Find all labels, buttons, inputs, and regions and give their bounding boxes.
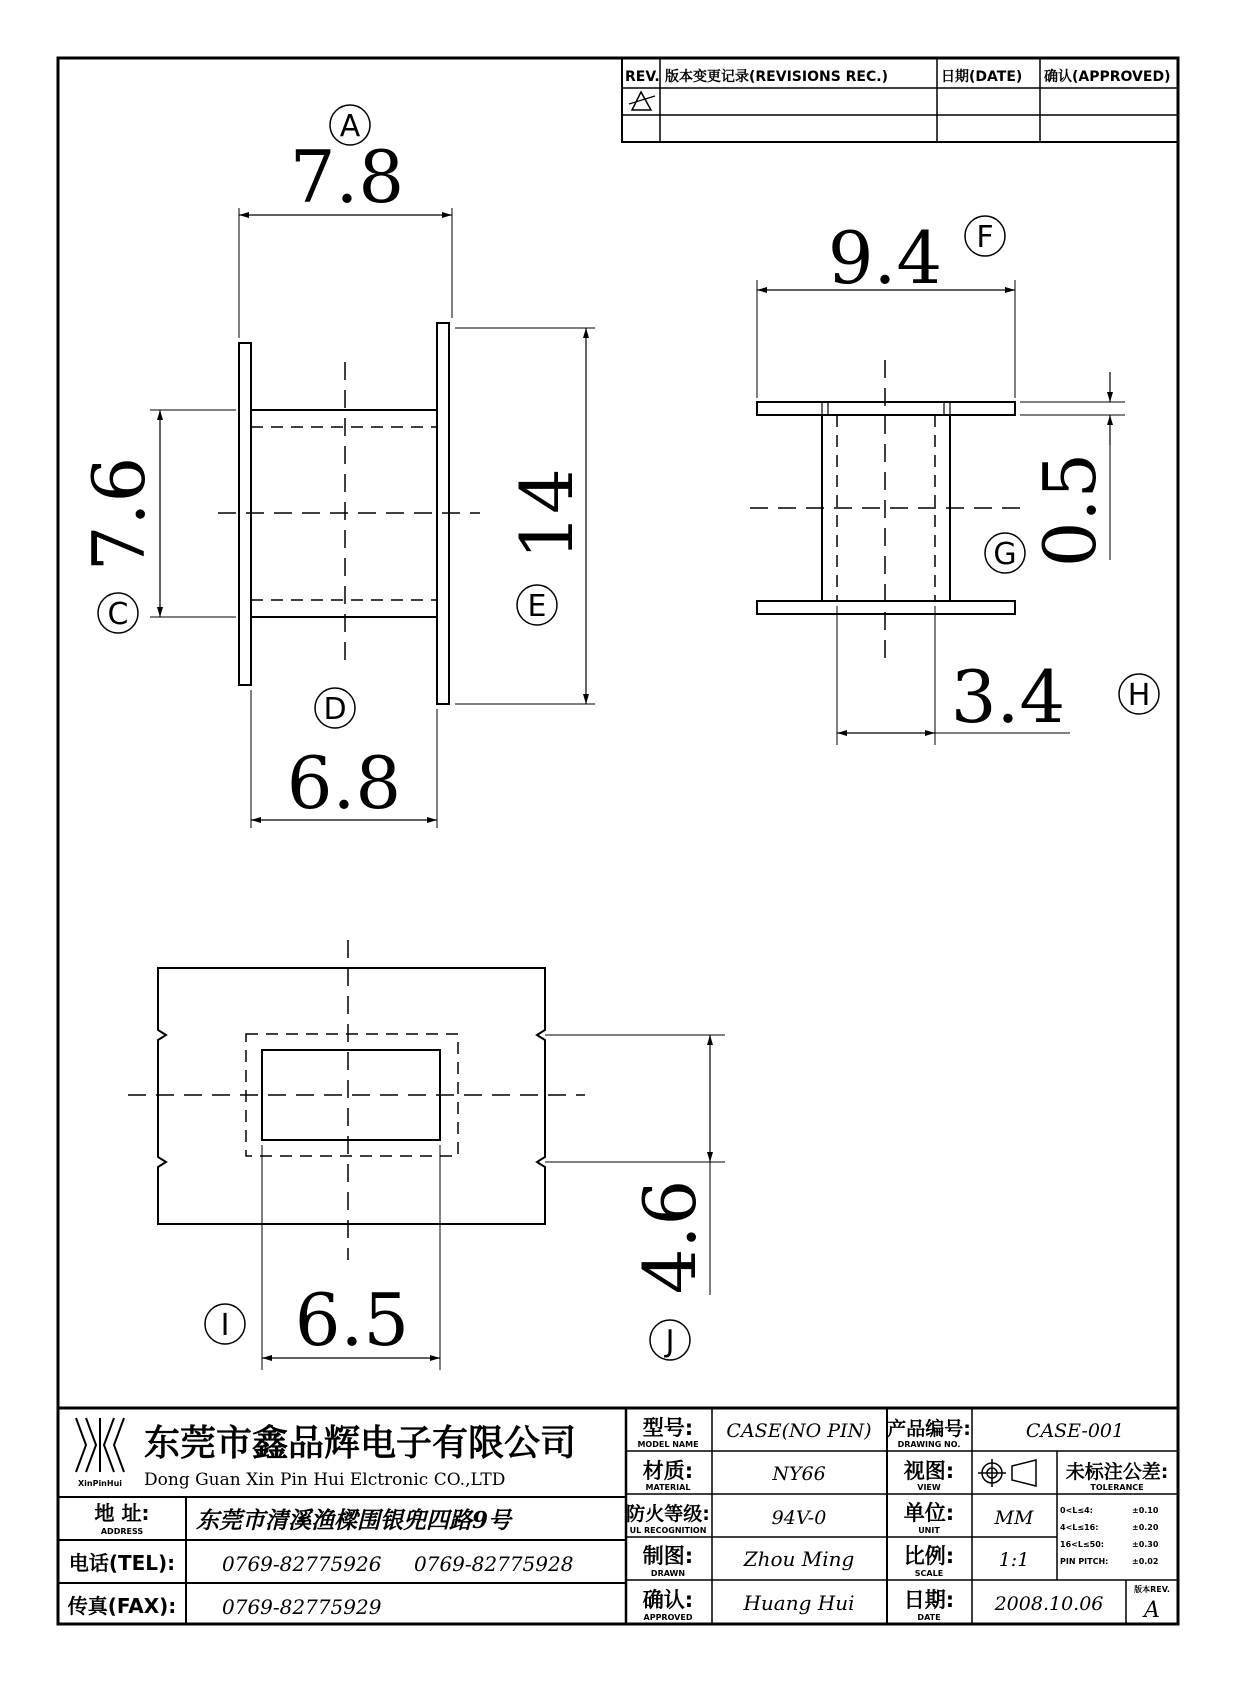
unit-value: MM <box>994 1507 1034 1529</box>
view-label-en: VIEW <box>917 1483 941 1492</box>
dim-J-value: 4.6 <box>628 1179 712 1295</box>
svg-text:I: I <box>220 1308 230 1343</box>
dim-G-value: 0.5 <box>1028 452 1112 568</box>
ref-circle-C <box>98 593 138 633</box>
date-col-header: 日期(DATE) <box>941 69 1023 85</box>
date-value: 2008.10.06 <box>994 1593 1104 1615</box>
dim-F-value: 9.4 <box>827 216 943 300</box>
tolerance-value-4: ±0.02 <box>1132 1557 1159 1566</box>
approved-label-en: APPROVED <box>643 1613 693 1622</box>
unit-label-en: UNIT <box>918 1526 940 1535</box>
tel-value-2: 0769-82775928 <box>414 1552 574 1576</box>
tel-value-1: 0769-82775926 <box>222 1552 382 1576</box>
material-value: NY66 <box>772 1463 826 1485</box>
unit-label: 单位: <box>903 1501 955 1525</box>
svg-text:C: C <box>107 597 129 632</box>
rev-label: 版本REV. <box>1134 1585 1170 1594</box>
drawing-no-label: 产品编号: <box>887 1418 971 1440</box>
dim-E-value: 14 <box>505 468 589 560</box>
tolerance-range-4: PIN PITCH: <box>1060 1557 1109 1566</box>
tolerance-label: 未标注公差: <box>1065 1461 1169 1483</box>
ref-circle-F <box>965 216 1005 256</box>
ref-circle-I <box>205 1304 245 1344</box>
revision-triangle-icon <box>629 92 655 110</box>
approved-col-header: 确认(APPROVED) <box>1044 69 1171 85</box>
svg-text:D: D <box>323 692 347 727</box>
sheet-border <box>58 58 1178 1624</box>
tolerance-value-2: ±0.20 <box>1132 1523 1159 1532</box>
flame-label-en: UL RECOGNITION <box>629 1526 707 1535</box>
material-label: 材质: <box>642 1459 694 1483</box>
tolerance-range-1: 0<L≤4: <box>1060 1506 1093 1515</box>
drawn-value: Zhou Ming <box>743 1547 855 1571</box>
rev-value: A <box>1144 1598 1160 1623</box>
company-name-en: Dong Guan Xin Pin Hui Elctronic CO.,LTD <box>144 1470 506 1490</box>
tel-label: 电话(TEL): <box>68 1551 176 1575</box>
model-value: CASE(NO PIN) <box>726 1420 872 1442</box>
tolerance-range-3: 16<L≤50: <box>1060 1540 1104 1549</box>
ref-circle-E <box>517 585 557 625</box>
rev-col-header: REV. <box>625 69 660 85</box>
dim-C-value: 7.6 <box>77 456 161 572</box>
third-angle-projection-icon <box>978 1459 1036 1487</box>
scale-label: 比例: <box>903 1544 955 1568</box>
model-label-en: MODEL NAME <box>637 1440 699 1449</box>
tolerance-label-en: TOLERANCE <box>1090 1483 1144 1492</box>
flame-label: 防火等级: <box>626 1503 710 1525</box>
dim-H-value: 3.4 <box>950 655 1066 739</box>
svg-text:A: A <box>339 109 361 144</box>
address-label: 地 址: <box>94 1501 150 1525</box>
tolerance-range-2: 4<L≤16: <box>1060 1523 1099 1532</box>
ref-circle-A <box>330 105 370 145</box>
company-name-cn: 东莞市鑫品辉电子有限公司 <box>144 1423 577 1464</box>
view-label: 视图: <box>903 1459 955 1483</box>
date-label: 日期: <box>903 1588 955 1612</box>
drawn-label-en: DRAWN <box>650 1569 686 1578</box>
ref-circle-H <box>1119 674 1159 714</box>
model-label: 型号: <box>642 1416 694 1440</box>
ref-circle-D <box>315 688 355 728</box>
dim-I-value: 6.5 <box>294 1278 410 1362</box>
flame-value: 94V-0 <box>771 1507 827 1529</box>
svg-text:J: J <box>665 1324 675 1359</box>
ref-circle-J <box>650 1320 690 1360</box>
svg-text:G: G <box>993 537 1017 572</box>
drawing-no-value: CASE-001 <box>1025 1420 1125 1442</box>
company-logo <box>76 1418 124 1472</box>
fax-value: 0769-82775929 <box>222 1595 382 1619</box>
tolerance-value-1: ±0.10 <box>1132 1506 1159 1515</box>
ref-circle-G <box>985 533 1025 573</box>
address-label-en: ADDRESS <box>100 1527 144 1536</box>
scale-label-en: SCALE <box>914 1569 944 1578</box>
drawing-no-label-en: DRAWING NO. <box>897 1440 961 1449</box>
revision-table <box>622 58 1178 142</box>
address-value: 东莞市清溪渔樑围银兜四路9号 <box>196 1507 512 1534</box>
drawn-label: 制图: <box>642 1544 694 1568</box>
approved-value: Huang Hui <box>743 1591 855 1615</box>
svg-text:H: H <box>1127 678 1151 713</box>
svg-text:E: E <box>527 589 547 624</box>
scale-value: 1:1 <box>998 1549 1030 1571</box>
record-col-header: 版本变更记录(REVISIONS REC.) <box>665 69 888 85</box>
svg-text:F: F <box>976 220 994 255</box>
dim-D-value: 6.8 <box>286 741 402 825</box>
material-label-en: MATERIAL <box>645 1483 691 1492</box>
logo-text: XinPinHui <box>77 1479 123 1488</box>
fax-label: 传真(FAX): <box>67 1594 177 1618</box>
dim-A-value: 7.8 <box>289 135 405 219</box>
approved-label: 确认: <box>642 1588 694 1612</box>
date-label-en: DATE <box>917 1613 941 1622</box>
tolerance-value-3: ±0.30 <box>1132 1540 1159 1549</box>
